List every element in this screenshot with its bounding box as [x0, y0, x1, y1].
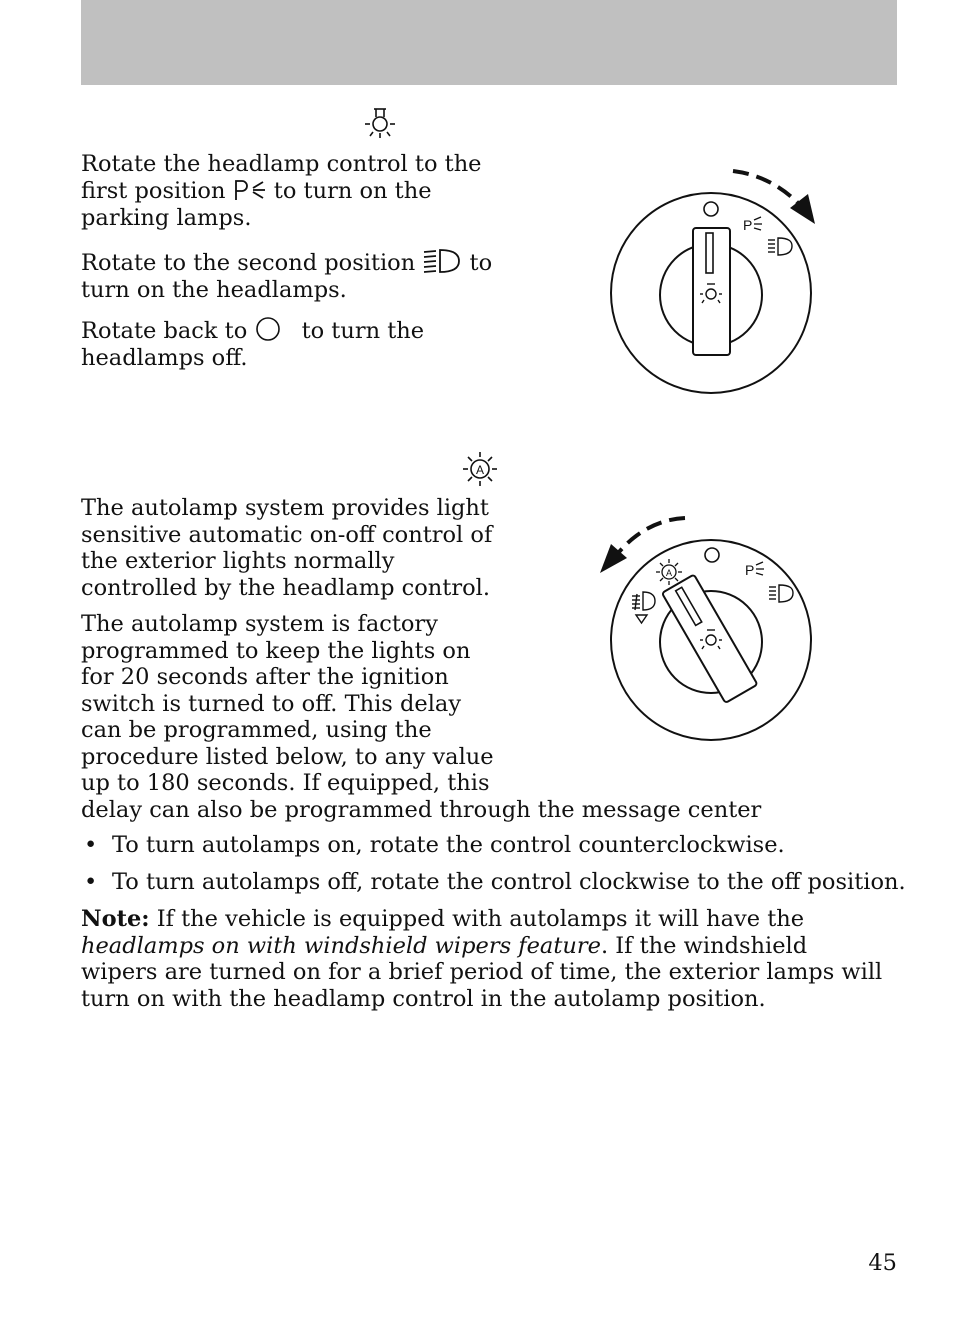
paragraph-parking	[81, 151, 482, 232]
low-beam-icon	[422, 248, 462, 274]
list-item-text: To turn autolamps off, rotate the control clockwise to the off position.	[112, 869, 906, 895]
text-line: the exterior lights normally	[81, 548, 395, 574]
text-line: delay can also be programmed through the message center	[81, 796, 762, 823]
headlamp-marker-icon	[769, 585, 793, 602]
headlamp-control-icon	[362, 106, 398, 140]
paragraph-autolamp-intro	[81, 495, 492, 601]
parking-marker-label: P	[743, 217, 753, 233]
parking-marker-icon	[756, 562, 764, 575]
header-bar	[81, 0, 897, 85]
autolamp-icon-letter: A	[475, 463, 485, 477]
fog-lamp-marker-icon	[632, 592, 655, 623]
list-item-text: To turn autolamps on, rotate the control counterclockwise.	[112, 832, 785, 858]
autolamp-marker-letter: A	[665, 568, 673, 578]
text-line: The autolamp system is factory	[81, 611, 438, 637]
note-label: Note:	[81, 906, 150, 932]
text-line: to	[469, 250, 493, 276]
text-line: The autolamp system provides light	[81, 495, 489, 521]
knob-handle-rotated	[662, 574, 758, 702]
text-line: programmed to keep the lights on	[81, 637, 471, 664]
text-line: If the vehicle is equipped with autolamps it will have the	[149, 906, 805, 932]
paragraph-headlamps-on	[81, 248, 492, 304]
text-line: Rotate back to	[81, 318, 248, 344]
text-line: . If the windshield	[600, 932, 808, 959]
text-line: to turn on the	[273, 178, 432, 204]
page-number: 45	[868, 1250, 897, 1276]
parking-marker-icon	[754, 217, 762, 230]
bullet-dot: •	[84, 832, 98, 858]
counterclockwise-arrowhead	[600, 544, 627, 573]
note-paragraph	[81, 906, 882, 1012]
parking-marker-label: P	[745, 562, 755, 578]
off-marker-icon	[705, 548, 719, 562]
text-line: to turn the	[301, 318, 425, 344]
headlamp-knob-diagram	[600, 160, 830, 405]
text-line: sensitive automatic on-off control of	[81, 521, 493, 548]
knob-handle	[662, 574, 758, 702]
autolamp-knob-diagram	[595, 510, 825, 750]
text-line: can be programmed, using the	[81, 717, 432, 743]
text-line: for 20 seconds after the ignition	[81, 664, 449, 690]
text-line: headlamps off.	[81, 345, 248, 371]
bullet-dot: •	[84, 869, 98, 895]
knob-pointer	[706, 233, 713, 273]
text-line: Rotate to the second position	[81, 250, 416, 276]
feature-name: headlamps on with windshield wipers feature	[81, 932, 601, 959]
text-line: controlled by the headlamp control.	[81, 574, 490, 601]
text-line: turn on with the headlamp control in the autolamp position.	[81, 985, 766, 1012]
text-line: wipers are turned on for a brief period of time, the exterior lamps will	[81, 959, 883, 985]
autolamp-icon	[461, 450, 499, 488]
off-position-icon	[254, 316, 294, 342]
text-line: up to 180 seconds. If equipped, this	[81, 770, 490, 796]
off-marker-icon	[704, 202, 718, 216]
text-line: turn on the headlamps.	[81, 277, 347, 303]
text-line: Rotate the headlamp control to the	[81, 151, 482, 177]
text-line: switch is turned to off. This delay	[81, 690, 462, 717]
parking-lamp-icon	[233, 178, 267, 202]
clockwise-arrowhead	[790, 194, 815, 224]
clockwise-arrow	[733, 171, 800, 205]
paragraph-headlamps-off	[81, 316, 424, 372]
text-line: procedure listed below, to any value	[81, 743, 494, 770]
text-line: parking lamps.	[81, 205, 252, 231]
text-line: first position	[81, 178, 226, 204]
headlamp-marker-icon	[768, 238, 792, 255]
